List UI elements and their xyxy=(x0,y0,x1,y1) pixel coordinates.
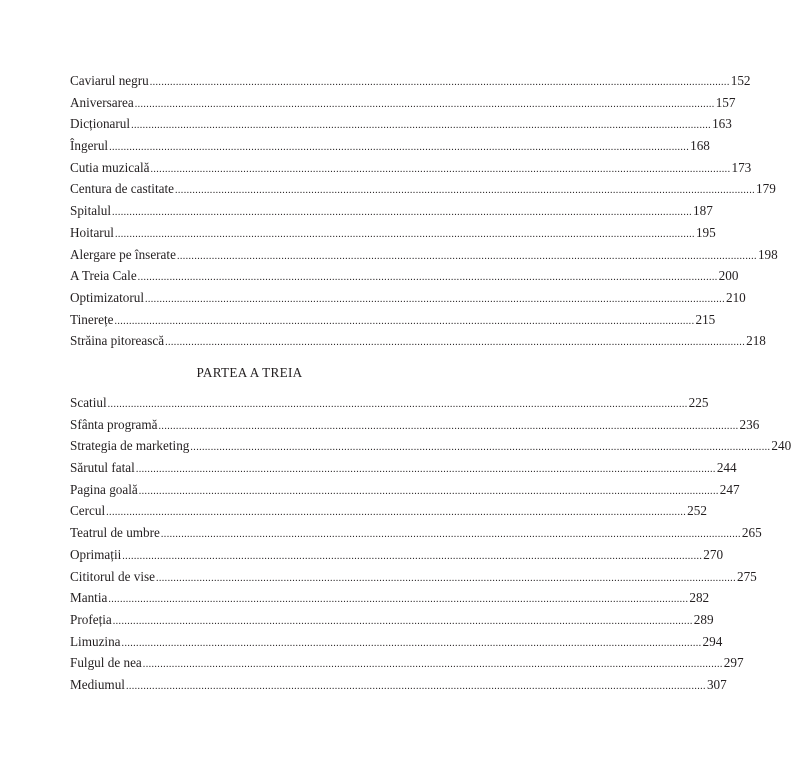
toc-entry-page: 195 xyxy=(695,224,716,240)
dot-leader: ........................................................................................................................................................................................................ xyxy=(190,442,771,454)
toc-entry-page: 294 xyxy=(702,633,723,649)
dot-leader: ........................................................................................................................................................................................................ xyxy=(149,77,730,88)
toc-entry-title: Aniversarea xyxy=(70,94,134,110)
toc-entry-page: 252 xyxy=(687,503,707,519)
toc-entry xyxy=(70,652,744,674)
toc-entry-page: 247 xyxy=(719,481,740,497)
toc-entry xyxy=(70,566,757,588)
toc-entry xyxy=(70,674,727,696)
toc-entry-title: A Treia Cale xyxy=(70,268,137,284)
dot-leader: ........................................................................................................................................................................................................ xyxy=(138,485,719,497)
toc-entry xyxy=(70,414,760,436)
toc-entry xyxy=(70,587,710,609)
dot-leader: ........................................................................................................................................................................................................ xyxy=(137,272,718,284)
dot-leader: ........................................................................................................................................................................................................ xyxy=(134,98,715,110)
toc-entry-title: Îngerul xyxy=(70,138,109,154)
toc-entry-title: Sărutul fatal xyxy=(70,460,135,476)
dot-leader: ........................................................................................................................................................................................................ xyxy=(108,594,689,606)
dot-leader: ........................................................................................................................................................................................................ xyxy=(106,507,687,519)
toc-entry-title: Cutia muzicală xyxy=(70,159,150,175)
toc-entry-page: 173 xyxy=(731,159,752,175)
toc-entry xyxy=(70,544,724,566)
toc-entry-page: 198 xyxy=(757,246,778,262)
dot-leader: ........................................................................................................................................................................................................ xyxy=(165,337,746,349)
toc-entry xyxy=(70,157,752,179)
toc-entry xyxy=(70,244,778,266)
toc-entry-page: 200 xyxy=(718,268,739,284)
dot-leader: ........................................................................................................................................................................................................ xyxy=(109,142,690,154)
toc-entry-title: Limuzina xyxy=(70,633,121,649)
toc-list-part-three xyxy=(70,392,791,696)
toc-entry xyxy=(70,522,762,544)
toc-entry-page: 210 xyxy=(725,289,746,305)
toc-entry-title: Oprimații xyxy=(70,546,122,562)
toc-entry xyxy=(70,479,740,501)
dot-leader: ........................................................................................................................................................................................................ xyxy=(122,550,703,562)
toc-entry xyxy=(70,70,751,92)
toc-entry xyxy=(70,457,737,479)
dot-leader: ........................................................................................................................................................................................................ xyxy=(155,572,736,584)
toc-entry xyxy=(70,287,746,309)
toc-entry xyxy=(70,309,716,331)
toc-entry-title: Caviarul negru xyxy=(70,73,149,88)
toc-entry-title: Scatiul xyxy=(70,395,107,410)
toc-entry-title: Centura de castitate xyxy=(70,181,174,197)
dot-leader: ........................................................................................................................................................................................................ xyxy=(131,120,712,132)
toc-entry-title: Spitalul xyxy=(70,203,112,219)
toc-entry-title: Tinerețe xyxy=(70,311,114,327)
toc-entry-title: Strategia de marketing xyxy=(70,438,190,454)
dot-leader: ........................................................................................................................................................................................................ xyxy=(176,250,757,262)
toc-entry xyxy=(70,135,710,157)
toc-entry xyxy=(70,92,736,114)
toc-entry-title: Dicționarul xyxy=(70,116,131,132)
toc-entry xyxy=(70,265,739,287)
dot-leader: ........................................................................................................................................................................................................ xyxy=(150,163,731,175)
toc-entry xyxy=(70,178,776,200)
toc-entry-page: 297 xyxy=(723,655,744,671)
toc-entry-title: Cercul xyxy=(70,503,106,519)
section-heading: PARTEA A TREIA xyxy=(196,365,303,380)
toc-list-part-two xyxy=(70,70,778,352)
dot-leader: ........................................................................................................................................................................................................ xyxy=(142,659,723,671)
toc-entry-title: Fulgul de nea xyxy=(70,655,142,671)
toc-entry-page: 265 xyxy=(741,525,762,541)
dot-leader: ........................................................................................................................................................................................................ xyxy=(144,293,725,305)
toc-entry-page: 215 xyxy=(695,311,716,327)
toc-entry-title: Pagina goală xyxy=(70,481,138,497)
toc-entry-title: Străina pitorească xyxy=(70,333,165,349)
toc-entry-page: 179 xyxy=(756,181,776,197)
toc-entry-title: Mantia xyxy=(70,590,108,606)
toc-entry-page: 187 xyxy=(693,203,713,219)
toc-entry xyxy=(70,330,766,352)
toc-entry-title: Sfânta programă xyxy=(70,416,158,432)
toc-entry-title: Cititorul de vise xyxy=(70,568,155,584)
toc-entry-page: 307 xyxy=(706,676,727,692)
toc-entry-page: 218 xyxy=(746,333,766,349)
toc-entry-title: Mediumul xyxy=(70,676,125,692)
toc-entry-page: 240 xyxy=(771,438,791,454)
toc-entry xyxy=(70,200,713,222)
toc-entry xyxy=(70,435,791,457)
toc-entry-page: 157 xyxy=(715,94,736,110)
toc-entry-page: 275 xyxy=(736,568,757,584)
toc-entry-page: 270 xyxy=(703,546,724,562)
toc-entry xyxy=(70,392,709,414)
toc-entry-title: Profeția xyxy=(70,611,112,627)
toc-entry-page: 168 xyxy=(690,138,710,154)
toc-entry-title: Teatrul de umbre xyxy=(70,525,160,541)
toc-entry-title: Alergare pe înserate xyxy=(70,246,176,262)
toc-entry-page: 225 xyxy=(688,395,709,410)
toc-entry-page: 152 xyxy=(730,73,751,88)
toc-entry-page: 236 xyxy=(739,416,760,432)
dot-leader: ........................................................................................................................................................................................................ xyxy=(125,680,706,692)
dot-leader: ........................................................................................................................................................................................................ xyxy=(175,185,755,197)
dot-leader: ........................................................................................................................................................................................................ xyxy=(135,464,716,476)
dot-leader: ........................................................................................................................................................................................................ xyxy=(112,615,693,627)
toc-entry-title: Optimizatorul xyxy=(70,289,144,305)
dot-leader: ........................................................................................................................................................................................................ xyxy=(107,399,688,410)
toc-entry-page: 289 xyxy=(693,611,714,627)
toc-entry xyxy=(70,113,732,135)
dot-leader: ........................................................................................................................................................................................................ xyxy=(158,420,739,432)
toc-entry-page: 163 xyxy=(712,116,732,132)
toc-entry xyxy=(70,222,716,244)
dot-leader: ........................................................................................................................................................................................................ xyxy=(160,529,741,541)
toc-entry xyxy=(70,609,714,631)
toc-entry xyxy=(70,631,723,653)
toc-entry-page: 244 xyxy=(716,460,737,476)
dot-leader: ........................................................................................................................................................................................................ xyxy=(121,637,702,649)
toc-entry xyxy=(70,500,707,522)
dot-leader: ........................................................................................................................................................................................................ xyxy=(114,228,695,240)
dot-leader: ........................................................................................................................................................................................................ xyxy=(112,207,693,219)
toc-entry-page: 282 xyxy=(689,590,710,606)
toc-entry-title: Hoitarul xyxy=(70,224,114,240)
dot-leader: ........................................................................................................................................................................................................ xyxy=(114,315,695,327)
